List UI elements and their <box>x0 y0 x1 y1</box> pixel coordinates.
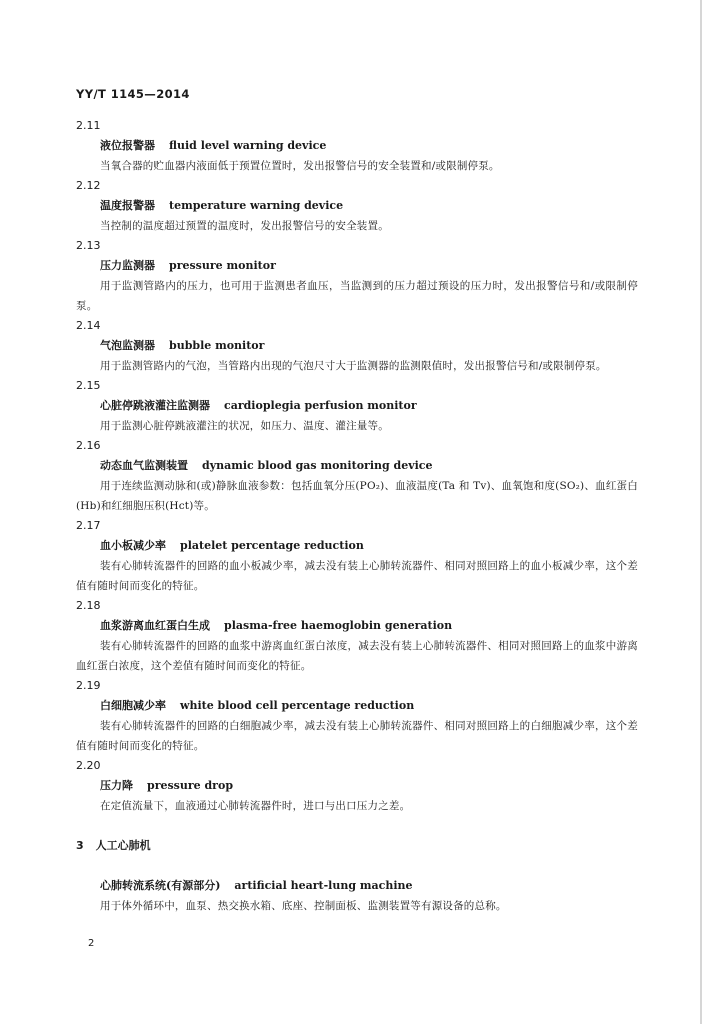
term-definition: 用于连续监测动脉和(或)静脉血液参数：包括血氧分压(PO₂)、血液温度(Ta 和 Tv)、血氧饱和度(SO₂)、血红蛋白(Hb)和红细胞压积(Hct)等。 <box>76 480 638 512</box>
term-en: white blood cell percentage reduction <box>180 699 415 712</box>
term-zh: 温度报警器 <box>100 199 155 212</box>
term-title <box>76 696 638 716</box>
term-number: 2.18 <box>76 599 101 612</box>
term-number: 2.12 <box>76 179 101 192</box>
term-en: dynamic blood gas monitoring device <box>202 459 433 472</box>
term-en: bubble monitor <box>169 339 265 352</box>
term-definition: 用于监测管路内的气泡，当管路内出现的气泡尺寸大于监测器的监测限值时，发出报警信号和/或限制停泵。 <box>100 360 607 372</box>
term-en: plasma-free haemoglobin generation <box>224 619 453 632</box>
page-number: 2 <box>88 938 95 949</box>
standard-code-header: YY/T 1145—2014 <box>76 87 190 101</box>
term-number: 2.14 <box>76 319 101 332</box>
section-term-definition: 用于体外循环中，血泵、热交换水箱、底座、控制面板、监测装置等有源设备的总称。 <box>100 900 507 912</box>
term-title <box>76 456 638 476</box>
term-en: pressure monitor <box>169 259 276 272</box>
term-number: 2.20 <box>76 759 101 772</box>
term-definition: 在定值流量下，血液通过心肺转流器件时，进口与出口压力之差。 <box>100 800 411 812</box>
term-title <box>76 536 638 556</box>
term-number: 2.16 <box>76 439 101 452</box>
term-number: 2.17 <box>76 519 101 532</box>
term-zh: 气泡监测器 <box>100 339 155 352</box>
term-zh: 动态血气监测装置 <box>100 459 188 472</box>
section-number: 3 <box>76 839 84 852</box>
term-title <box>76 396 638 416</box>
document-body <box>76 116 638 916</box>
term-definition: 装有心肺转流器件的回路的血浆中游离血红蛋白浓度，减去没有装上心肺转流器件、相同对照回路上的血浆中游离血红蛋白浓度，这个差值有随时间而变化的特征。 <box>76 640 638 672</box>
term-entry <box>76 436 638 516</box>
term-entry <box>76 116 638 176</box>
term-number: 2.11 <box>76 119 101 132</box>
term-title <box>76 776 638 796</box>
term-zh: 心脏停跳液灌注监测器 <box>100 399 210 412</box>
term-number: 2.19 <box>76 679 101 692</box>
term-entry <box>76 236 638 316</box>
term-title <box>76 336 638 356</box>
term-en: temperature warning device <box>169 199 344 212</box>
term-zh: 血小板减少率 <box>100 539 166 552</box>
section-term-en: artificial heart-lung machine <box>234 879 413 892</box>
term-number: 2.13 <box>76 239 101 252</box>
term-entry <box>76 316 638 376</box>
term-entry <box>76 516 638 596</box>
section-term-zh: 心肺转流系统(有源部分) <box>100 879 221 892</box>
section-heading <box>76 836 638 856</box>
term-definition: 装有心肺转流器件的回路的白细胞减少率，减去没有装上心肺转流器件、相同对照回路上的白细胞减少率，这个差值有随时间而变化的特征。 <box>76 720 638 752</box>
section-title: 人工心肺机 <box>95 839 151 852</box>
term-entry <box>76 756 638 816</box>
term-definition: 装有心肺转流器件的回路的血小板减少率，减去没有装上心肺转流器件、相同对照回路上的血小板减少率，这个差值有随时间而变化的特征。 <box>76 560 638 592</box>
term-zh: 压力降 <box>100 779 133 792</box>
term-entries <box>76 116 638 816</box>
term-definition: 用于监测管路内的压力，也可用于监测患者血压，当监测到的压力超过预设的压力时，发出报警信号和/或限制停泵。 <box>76 280 638 312</box>
term-entry <box>76 376 638 436</box>
term-zh: 压力监测器 <box>100 259 155 272</box>
term-entry <box>76 176 638 236</box>
section-term <box>76 876 638 896</box>
page-edge <box>700 0 702 1024</box>
term-zh: 白细胞减少率 <box>100 699 166 712</box>
term-en: cardioplegia perfusion monitor <box>224 399 417 412</box>
term-en: pressure drop <box>147 779 234 792</box>
term-title <box>76 256 638 276</box>
term-definition: 当氧合器的贮血器内液面低于预置位置时，发出报警信号的安全装置和/或限制停泵。 <box>100 160 500 172</box>
term-title <box>76 136 638 156</box>
term-number: 2.15 <box>76 379 101 392</box>
term-title <box>76 616 638 636</box>
term-zh: 血浆游离血红蛋白生成 <box>100 619 210 632</box>
term-entry <box>76 676 638 756</box>
term-definition: 用于监测心脏停跳液灌注的状况，如压力、温度、灌注量等。 <box>100 420 389 432</box>
term-en: platelet percentage reduction <box>180 539 364 552</box>
term-definition: 当控制的温度超过预置的温度时，发出报警信号的安全装置。 <box>100 220 389 232</box>
term-en: fluid level warning device <box>169 139 327 152</box>
term-zh: 液位报警器 <box>100 139 155 152</box>
term-entry <box>76 596 638 676</box>
term-title <box>76 196 638 216</box>
